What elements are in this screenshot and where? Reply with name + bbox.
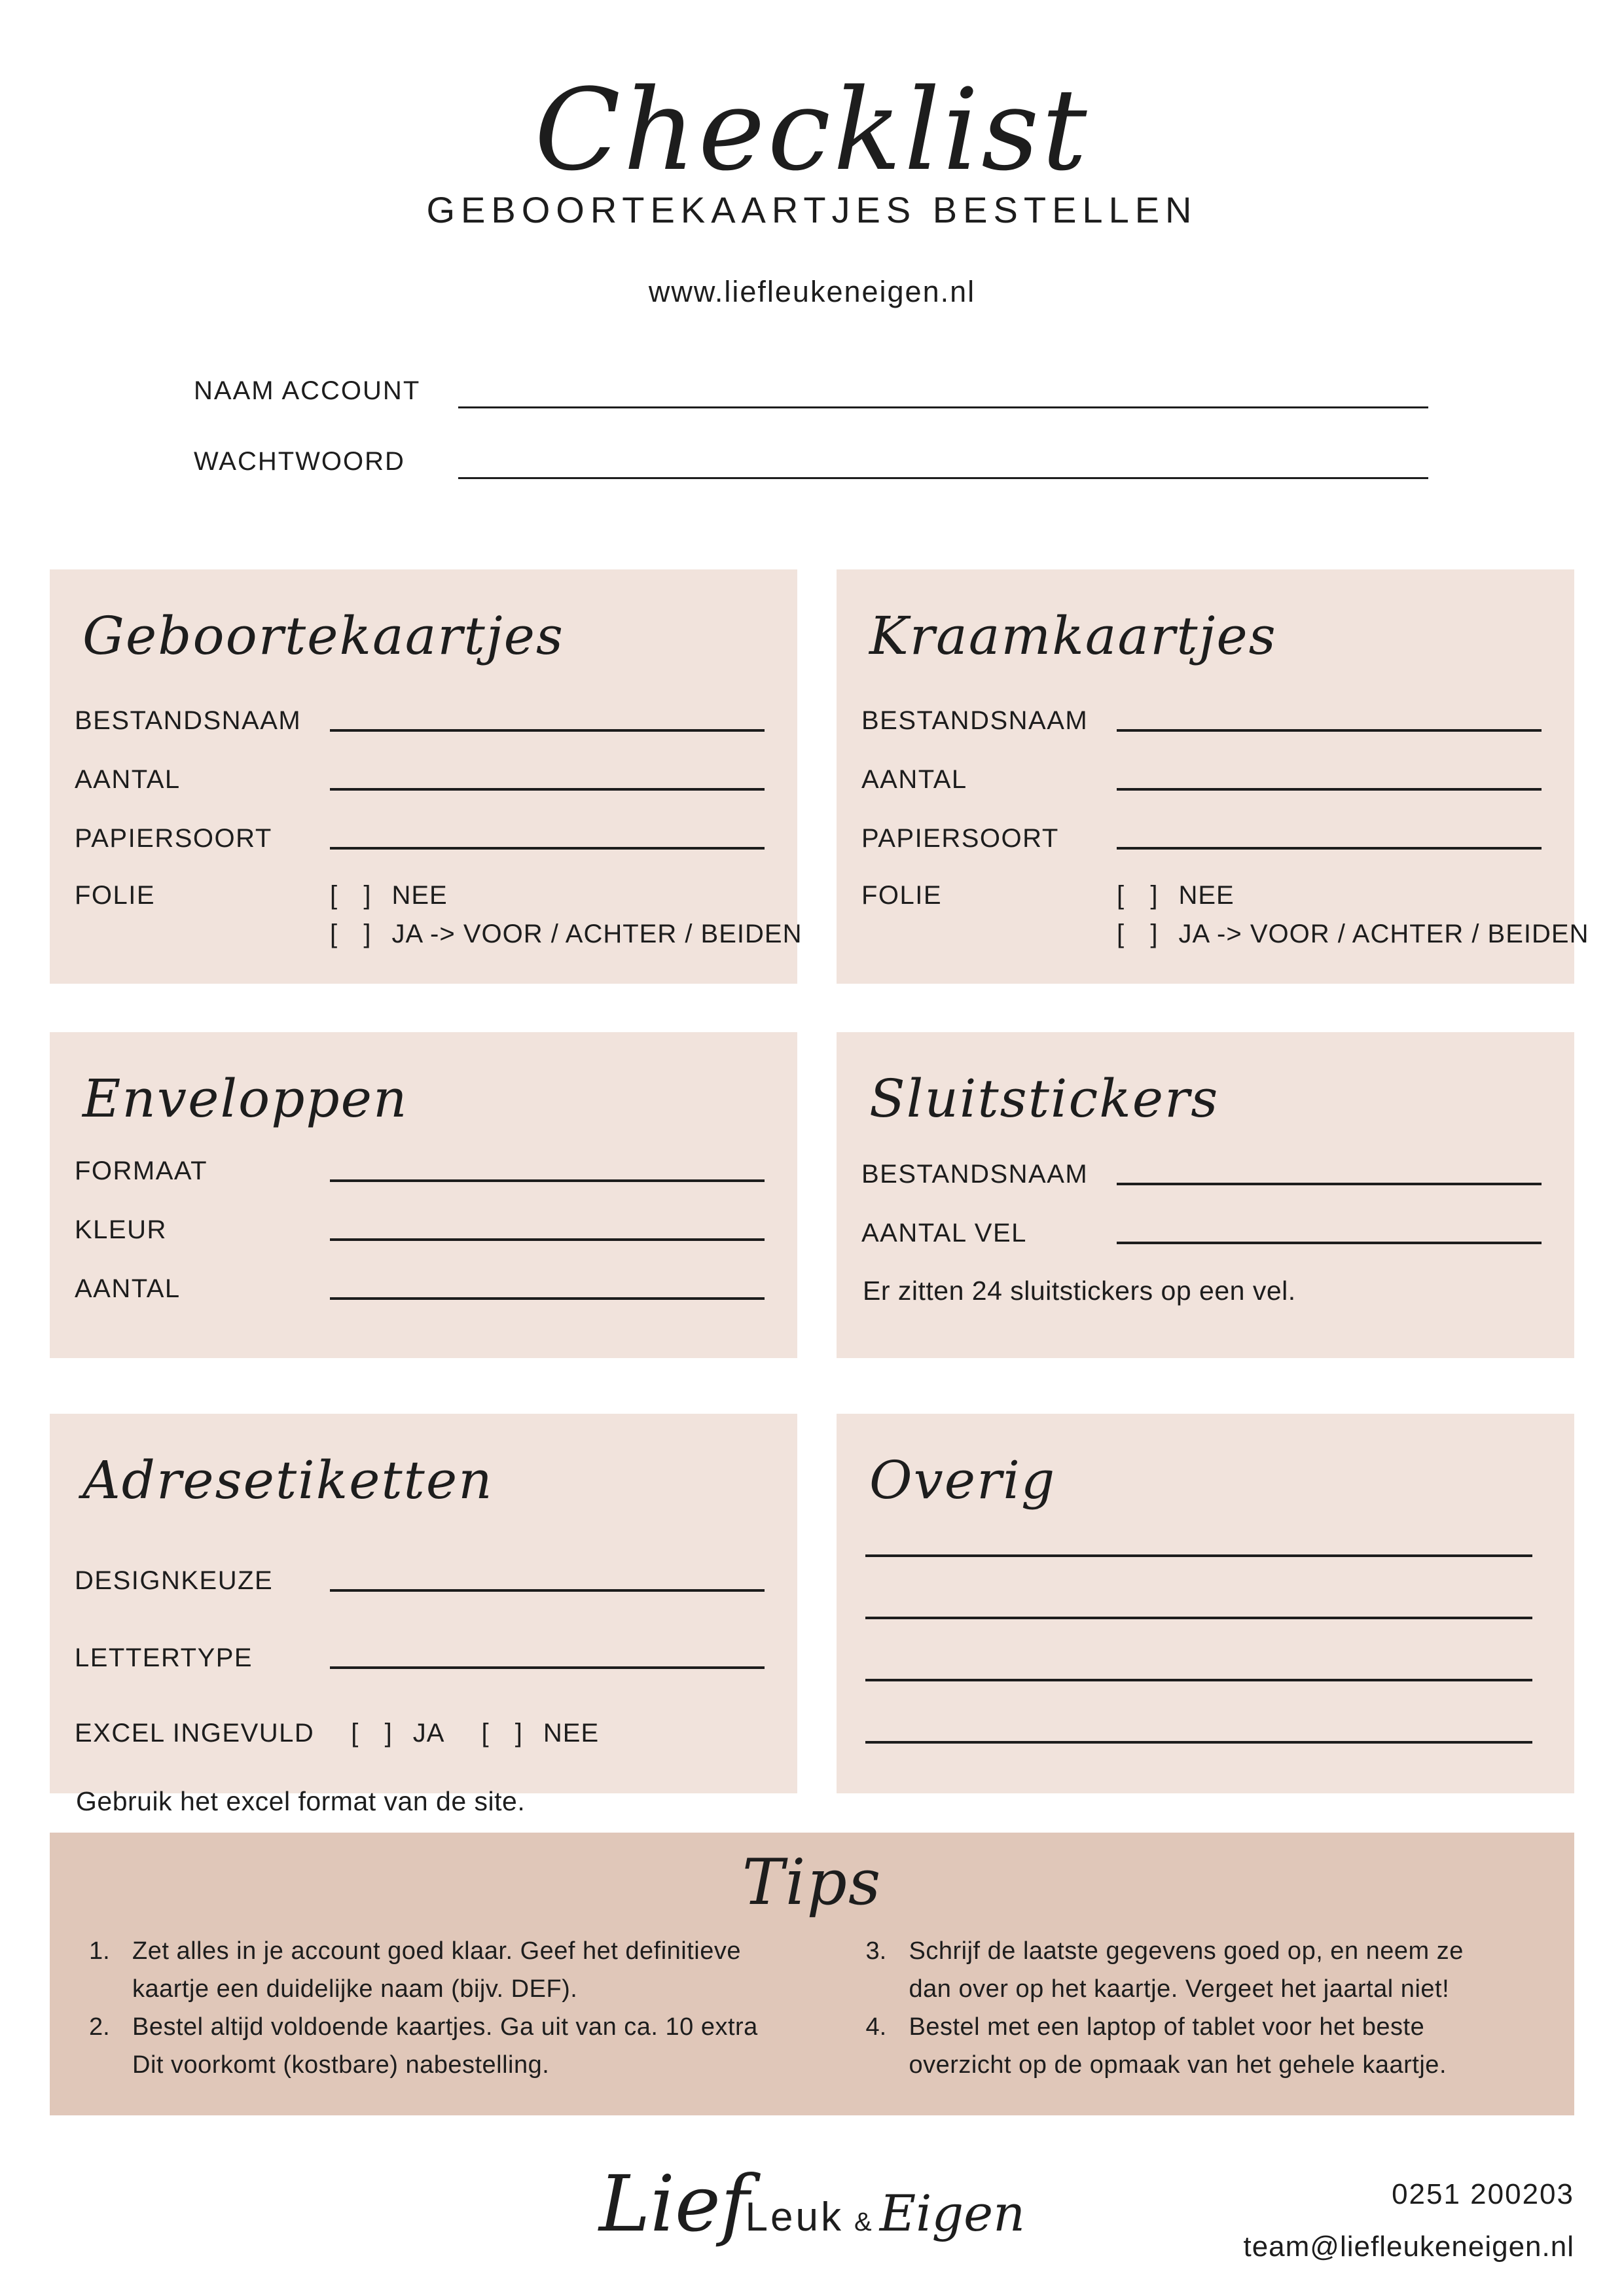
folie-row	[861, 881, 1589, 958]
account-name-label: NAAM ACCOUNT	[194, 376, 421, 405]
folie-option-nee	[1117, 881, 1589, 910]
account-name-row	[194, 376, 1428, 408]
folie-label: FOLIE	[861, 881, 943, 910]
folie-option-nee-label: NEE	[1178, 881, 1235, 910]
section-tips	[50, 1833, 1574, 2115]
papiersoort-label: PAPIERSOORT	[75, 824, 272, 853]
field-row	[75, 1272, 765, 1304]
tips-columns	[80, 1932, 1544, 2084]
field-row	[75, 1155, 765, 1186]
folie-option-ja	[330, 920, 802, 949]
tip-item-2	[89, 2008, 761, 2084]
folie-option-nee-label: NEE	[391, 881, 448, 910]
tip-line: Bestel altijd voldoende kaartjes. Ga uit van ca. 10 extra	[132, 2013, 758, 2041]
folie-option-ja-label: JA -> VOOR / ACHTER / BEIDEN	[1178, 920, 1589, 948]
folie-option-ja-label: JA -> VOOR / ACHTER / BEIDEN	[391, 920, 803, 948]
geboortekaartjes-fields	[75, 704, 803, 958]
field-row	[75, 1213, 765, 1245]
papiersoort-label: PAPIERSOORT	[861, 824, 1059, 853]
excel-ingevuld-label: EXCEL INGEVULD	[75, 1719, 315, 1748]
field-row	[861, 822, 1542, 853]
aantal-label: AANTAL	[861, 765, 967, 794]
geboortekaartjes-title: Geboortekaartjes	[82, 605, 564, 666]
password-row	[194, 446, 1428, 479]
folie-options	[1117, 881, 1589, 958]
excel-ingevuld-row	[75, 1719, 765, 1748]
aantal-vel-line[interactable]	[1117, 1242, 1542, 1244]
lettertype-label: LETTERTYPE	[75, 1643, 253, 1672]
kleur-line[interactable]	[330, 1238, 765, 1241]
logo-ampersand: &	[854, 2208, 872, 2236]
tip-line: dan over op het kaartje. Vergeet het jaartal niet!	[909, 1975, 1450, 2003]
bestandsnaam-label: BESTANDSNAAM	[861, 706, 1089, 735]
logo-eigen-script: Eigen	[879, 2184, 1026, 2242]
tip-line: kaartje een duidelijke naam (bijv. DEF).	[132, 1975, 578, 2003]
tip-item-1	[89, 1932, 761, 2008]
kleur-label: KLEUR	[75, 1215, 167, 1244]
formaat-label: FORMAAT	[75, 1157, 208, 1185]
checkbox-folie-nee[interactable]: [ ]	[330, 881, 375, 910]
sluitstickers-note: Er zitten 24 sluitstickers op een vel.	[863, 1276, 1296, 1306]
page-subtitle: GEBOORTEKAARTJES BESTELLEN	[426, 189, 1198, 230]
tip-2-text	[132, 2008, 761, 2084]
folie-label: FOLIE	[75, 881, 156, 910]
tip-line: overzicht op de opmaak van het gehele kaartje.	[909, 2051, 1447, 2079]
field-row	[861, 1217, 1542, 1248]
bestandsnaam-label: BESTANDSNAAM	[861, 1160, 1089, 1189]
tip-item-4	[866, 2008, 1538, 2084]
excel-option-ja-label: JA	[412, 1719, 445, 1748]
formaat-line[interactable]	[330, 1179, 765, 1182]
password-line[interactable]	[458, 477, 1428, 479]
overig-line-1[interactable]	[865, 1554, 1532, 1557]
adresetiketten-note: Gebruik het excel format van de site.	[76, 1786, 526, 1816]
papiersoort-line[interactable]	[330, 847, 765, 850]
aantal-label: AANTAL	[75, 765, 181, 794]
tips-column-left	[80, 1932, 820, 2084]
enveloppen-fields	[75, 1155, 765, 1304]
aantal-line[interactable]	[330, 1297, 765, 1300]
excel-option-ja	[351, 1719, 444, 1748]
checkbox-folie-nee[interactable]: [ ]	[1117, 881, 1162, 910]
tip-line: Schrijf de laatste gegevens goed op, en neem ze	[909, 1937, 1464, 1965]
aantal-line[interactable]	[330, 788, 765, 791]
tip-item-3	[866, 1932, 1538, 2008]
folie-row	[75, 881, 803, 958]
password-label: WACHTWOORD	[194, 447, 405, 476]
overig-line-4[interactable]	[865, 1741, 1532, 1744]
overig-line-3[interactable]	[865, 1679, 1532, 1681]
bestandsnaam-line[interactable]	[1117, 729, 1542, 732]
field-row	[75, 763, 765, 795]
excel-option-nee	[481, 1719, 599, 1748]
bestandsnaam-label: BESTANDSNAAM	[75, 706, 302, 735]
tip-1-text	[132, 1932, 761, 2008]
checkbox-folie-ja[interactable]: [ ]	[330, 920, 375, 948]
papiersoort-line[interactable]	[1117, 847, 1542, 850]
kraamkaartjes-fields	[861, 704, 1589, 958]
brand-logo	[599, 2159, 1025, 2249]
tip-4-text	[909, 2008, 1538, 2084]
section-enveloppen	[50, 1032, 797, 1358]
overig-line-2[interactable]	[865, 1617, 1532, 1619]
folie-option-nee	[330, 881, 802, 910]
aantal-line[interactable]	[1117, 788, 1542, 791]
designkeuze-label: DESIGNKEUZE	[75, 1566, 274, 1595]
section-adresetiketten	[50, 1414, 797, 1816]
adresetiketten-fields	[75, 1564, 765, 1817]
bestandsnaam-line[interactable]	[1117, 1183, 1542, 1185]
field-row	[861, 1158, 1542, 1189]
aantal-vel-label: AANTAL VEL	[861, 1219, 1027, 1247]
kraamkaartjes-title: Kraamkaartjes	[869, 605, 1277, 666]
sluitstickers-fields	[861, 1158, 1542, 1306]
tip-3-text	[909, 1932, 1538, 2008]
field-row	[75, 1564, 765, 1596]
checkbox-folie-ja[interactable]: [ ]	[1117, 920, 1162, 948]
field-row	[75, 1641, 765, 1673]
tip-line: Zet alles in je account goed klaar. Geef het definitieve	[132, 1937, 741, 1965]
field-row	[861, 704, 1542, 736]
designkeuze-line[interactable]	[330, 1589, 765, 1592]
tip-3-number: 3.	[865, 1937, 887, 1965]
overig-title: Overig	[869, 1450, 1056, 1511]
tip-4-number: 4.	[865, 2013, 887, 2041]
page-title: Checklist	[534, 64, 1090, 196]
sluitstickers-title: Sluitstickers	[869, 1068, 1219, 1129]
excel-option-nee-label: NEE	[543, 1719, 600, 1748]
lettertype-line[interactable]	[330, 1666, 765, 1669]
field-row	[861, 763, 1542, 795]
folie-options	[330, 881, 802, 958]
section-sluitstickers	[837, 1032, 1574, 1358]
logo-leuk-text: Leuk	[745, 2195, 844, 2240]
tips-column-right	[820, 1932, 1545, 2084]
bestandsnaam-line[interactable]	[330, 729, 765, 732]
phone-number: 0251 200203	[1392, 2178, 1574, 2210]
field-row	[75, 822, 765, 853]
email-address: team@liefleukeneigen.nl	[1243, 2231, 1574, 2263]
tip-2-number: 2.	[89, 2013, 110, 2041]
checkbox-excel-nee[interactable]: [ ]	[481, 1719, 526, 1748]
checkbox-excel-ja[interactable]: [ ]	[351, 1719, 396, 1748]
tip-line: Dit voorkomt (kostbare) nabestelling.	[132, 2051, 550, 2079]
footer-contact	[1243, 2178, 1574, 2263]
field-row	[75, 704, 765, 736]
section-geboortekaartjes	[50, 569, 803, 984]
aantal-label: AANTAL	[75, 1274, 181, 1303]
enveloppen-title: Enveloppen	[82, 1068, 408, 1129]
adresetiketten-title: Adresetiketten	[82, 1450, 494, 1511]
account-name-line[interactable]	[458, 406, 1428, 408]
folie-option-ja	[1117, 920, 1589, 949]
tip-1-number: 1.	[89, 1937, 110, 1965]
section-kraamkaartjes	[837, 569, 1589, 984]
logo-lief-script: Lief	[598, 2159, 749, 2249]
tips-title: Tips	[742, 1846, 882, 1919]
tip-line: Bestel met een laptop of tablet voor het beste	[909, 2013, 1425, 2041]
website-url: www.liefleukeneigen.nl	[648, 275, 976, 308]
section-overig	[837, 1414, 1574, 1793]
